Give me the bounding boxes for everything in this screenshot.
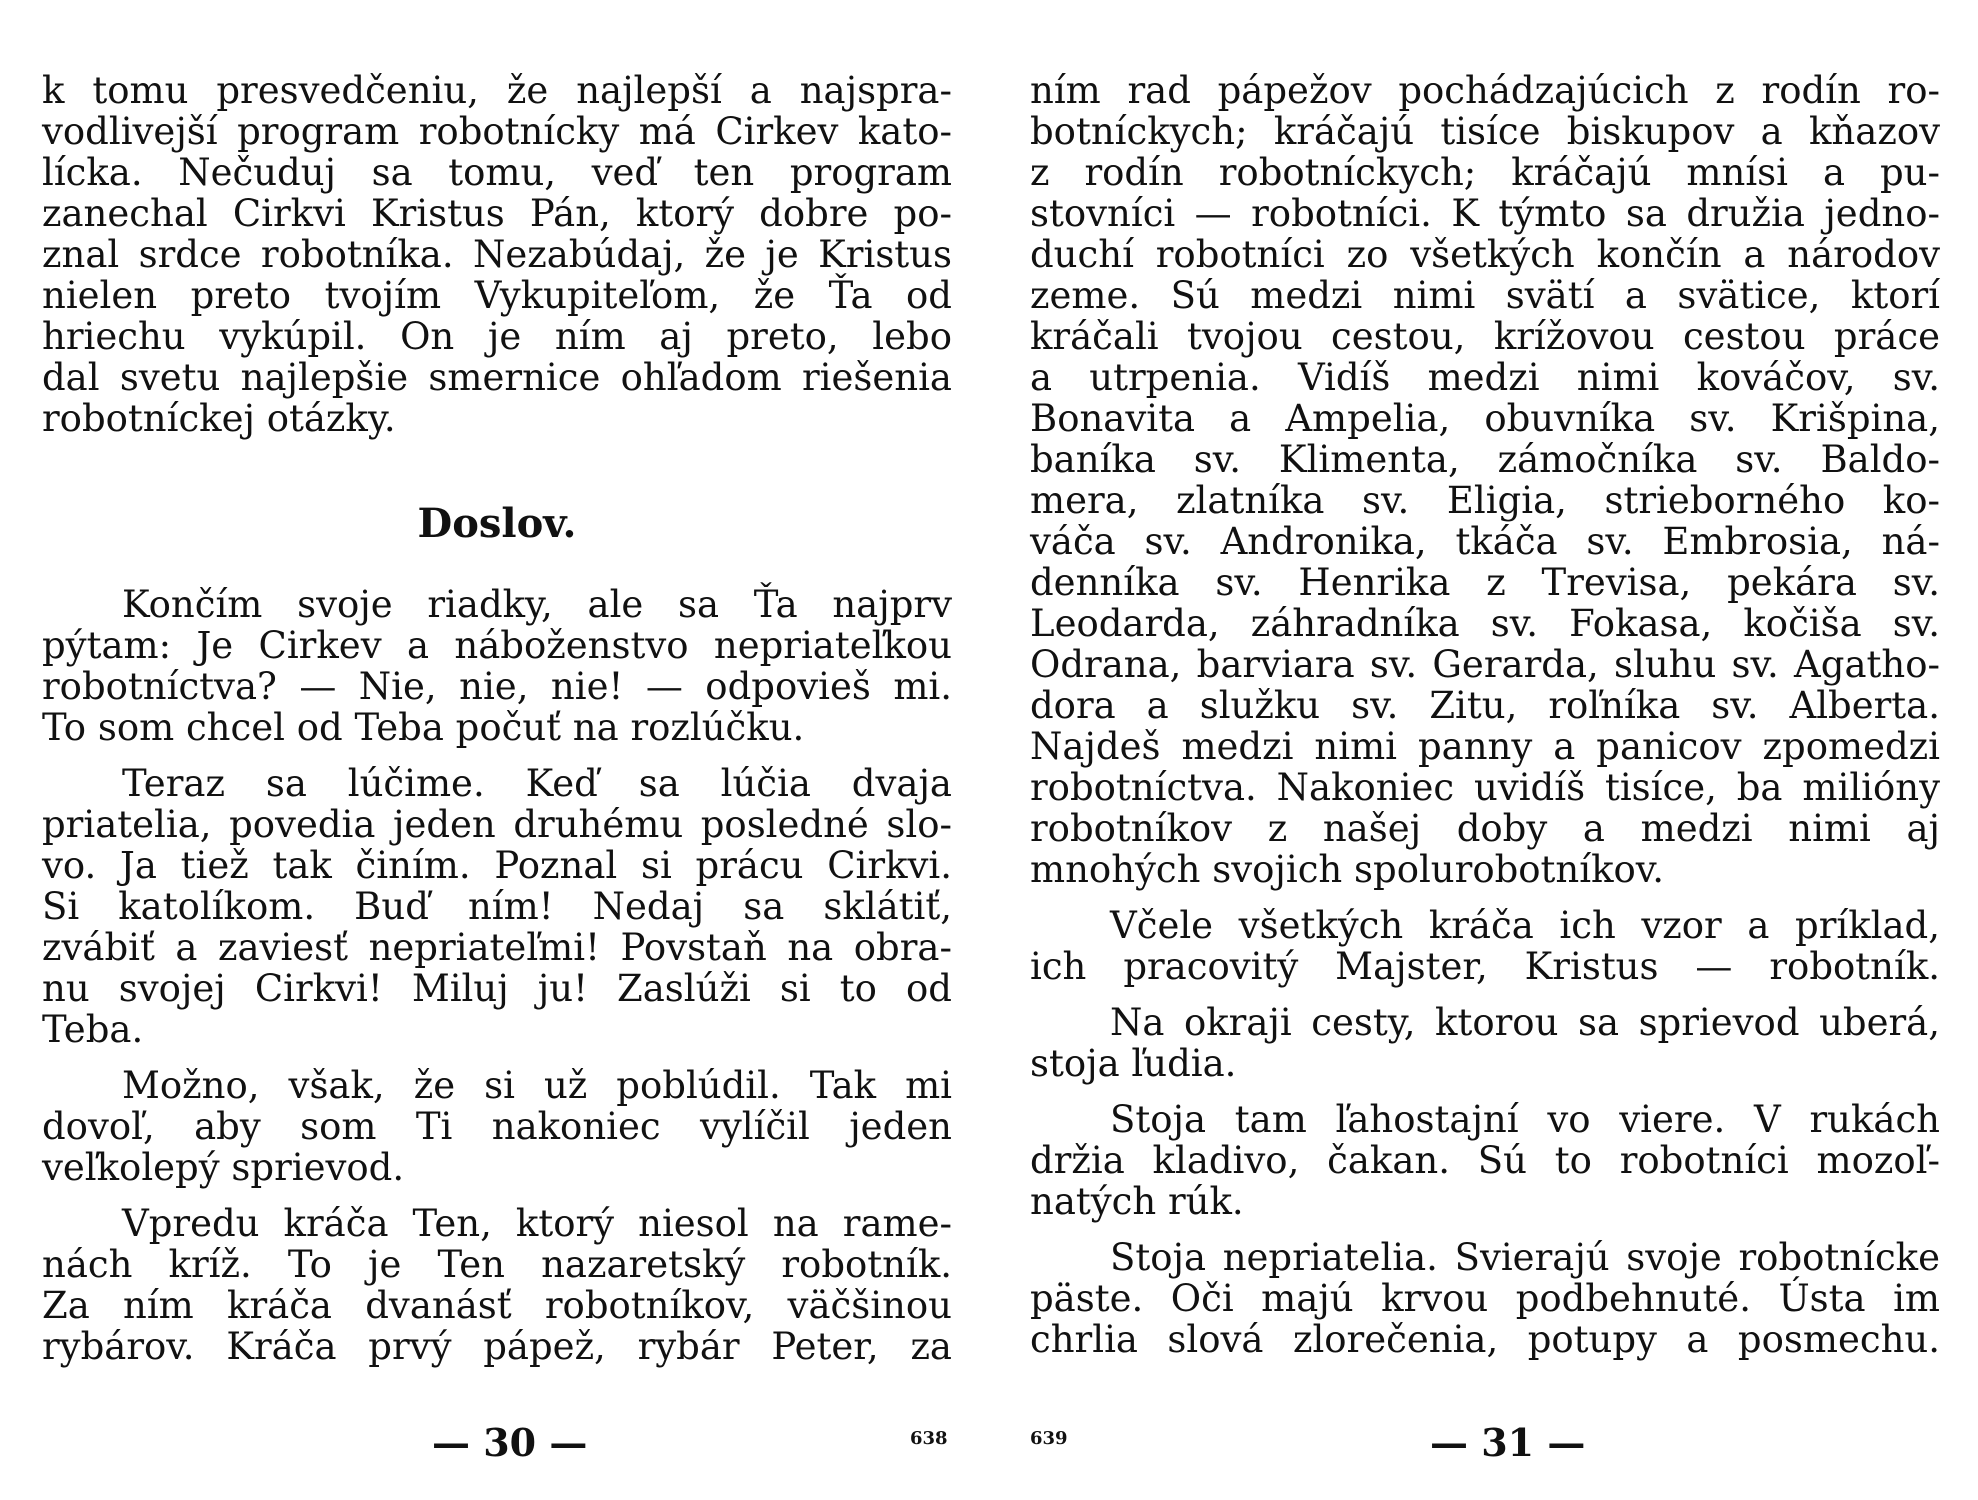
signature-mark: 639 [1030, 1428, 1068, 1449]
text-line: pýtam: Je Cirkev a náboženstvo nepriateľkou [42, 624, 952, 667]
right-paragraph-4 [1030, 1099, 1940, 1222]
right-paragraph-2 [1030, 905, 1940, 987]
text-line: vodlivejší program robotnícky má Cirkev kato- [42, 110, 952, 153]
text-line: držia kladivo, čakan. Sú to robotníci mozoľ- [1030, 1139, 1940, 1182]
page-number: — 31 — [1430, 1420, 1586, 1465]
text-line: botníckych; kráčajú tisíce biskupov a kňazov [1030, 110, 1940, 153]
right-page [1030, 70, 1940, 1490]
text-line: kráčali tvojou cestou, krížovou cestou práce [1030, 315, 1940, 358]
left-page [42, 70, 952, 1490]
text-line: baníka sv. Klimenta, zámočníka sv. Baldo- [1030, 438, 1940, 481]
text-line: Stoja tam ľahostajní vo viere. V rukách [1110, 1098, 1940, 1141]
text-line: lícka. Nečuduj sa tomu, veď ten program [42, 151, 952, 194]
text-line: zvábiť a zaviesť nepriateľmi! Povstaň na obra- [42, 926, 952, 969]
signature-mark: 638 [910, 1428, 948, 1449]
text-line: Stoja nepriatelia. Svierajú svoje robotnícke [1110, 1236, 1940, 1279]
left-paragraph-1 [42, 70, 952, 439]
text-line: Za ním kráča dvanásť robotníkov, väčšinou [42, 1284, 952, 1327]
text-line: z rodín robotníckych; kráčajú mnísi a pu- [1030, 151, 1940, 194]
text-line: ich pracovitý Majster, Kristus — robotník. [1030, 945, 1940, 988]
text-line: k tomu presvedčeniu, že najlepší a najspra- [42, 69, 952, 112]
left-paragraph-3 [42, 763, 952, 1050]
text-line: natých rúk. [1030, 1180, 1244, 1223]
text-line: duchí robotníci zo všetkých končín a národov [1030, 233, 1940, 276]
text-line: dovoľ, aby som Ti nakoniec vylíčil jeden [42, 1105, 952, 1148]
text-line: denníka sv. Henrika z Trevisa, pekára sv. [1030, 561, 1940, 604]
text-line: ním rad pápežov pochádzajúcich z rodín ro- [1030, 69, 1940, 112]
text-line: nu svojej Cirkvi! Miluj ju! Zaslúži si to od [42, 967, 952, 1010]
text-line: dal svetu najlepšie smernice ohľadom riešenia [42, 356, 952, 399]
text-line: Teraz sa lúčime. Keď sa lúčia dvaja [122, 762, 952, 805]
text-line: rybárov. Kráča prvý pápež, rybár Peter, za [42, 1325, 952, 1368]
text-line: Leodarda, záhradníka sv. Fokasa, kočiša sv. [1030, 602, 1940, 645]
text-line: nách kríž. To je Ten nazaretský robotník. [42, 1243, 952, 1286]
left-paragraph-4 [42, 1065, 952, 1188]
text-line: Si katolíkom. Buď ním! Nedaj sa sklátiť, [42, 885, 952, 928]
text-line: mera, zlatníka sv. Eligia, strieborného ko- [1030, 479, 1940, 522]
text-line: dora a služku sv. Zitu, roľníka sv. Alberta. [1030, 684, 1940, 727]
right-paragraph-1 [1030, 70, 1940, 890]
text-line: Na okraji cesty, ktorou sa sprievod uberá, [1110, 1001, 1940, 1044]
text-line: robotníckej otázky. [42, 397, 396, 440]
text-line: váča sv. Andronika, tkáča sv. Embrosia, ná- [1030, 520, 1940, 563]
text-line: stovníci — robotníci. K týmto sa družia jedno- [1030, 192, 1940, 235]
text-line: vo. Ja tiež tak činím. Poznal si prácu Cirkvi. [42, 844, 952, 887]
text-line: Možno, však, že si už poblúdil. Tak mi [122, 1064, 952, 1107]
left-paragraph-2 [42, 584, 952, 748]
text-line: Odrana, barviara sv. Gerarda, sluhu sv. Agatho- [1030, 643, 1940, 686]
text-line: a utrpenia. Vidíš medzi nimi kováčov, sv. [1030, 356, 1940, 399]
text-line: Bonavita a Ampelia, obuvníka sv. Krišpina, [1030, 397, 1940, 440]
text-line: zeme. Sú medzi nimi svätí a svätice, ktorí [1030, 274, 1940, 317]
text-line: zanechal Cirkvi Kristus Pán, ktorý dobre po- [42, 192, 952, 235]
text-line: robotníctva? — Nie, nie, nie! — odpovieš mi. [42, 665, 952, 708]
text-line: mnohých svojich spolurobotníkov. [1030, 848, 1665, 891]
text-line: Končím svoje riadky, ale sa Ťa najprv [122, 583, 952, 626]
page-number: — 30 — [432, 1420, 588, 1465]
text-line: päste. Oči majú krvou podbehnuté. Ústa im [1030, 1277, 1940, 1320]
text-line: Teba. [42, 1008, 144, 1051]
text-line: robotníctva. Nakoniec uvidíš tisíce, ba milióny [1030, 766, 1940, 809]
text-line: To som chcel od Teba počuť na rozlúčku. [42, 706, 805, 749]
text-line: znal srdce robotníka. Nezabúdaj, že je Kristus [42, 233, 952, 276]
text-line: nielen preto tvojím Vykupiteľom, že Ťa od [42, 274, 952, 317]
text-line: Najdeš medzi nimi panny a panicov zpomedzi [1030, 725, 1940, 768]
text-line: stoja ľudia. [1030, 1042, 1237, 1085]
text-line: veľkolepý sprievod. [42, 1146, 405, 1189]
text-line: Včele všetkých kráča ich vzor a príklad, [1110, 904, 1940, 947]
left-paragraph-5 [42, 1203, 952, 1367]
right-paragraph-3 [1030, 1002, 1940, 1084]
text-line: priatelia, povedia jeden druhému posledné slo- [42, 803, 952, 846]
section-heading: Doslov. [417, 500, 577, 547]
text-line: Vpredu kráča Ten, ktorý niesol na rame- [122, 1202, 952, 1245]
text-line: hriechu vykúpil. On je ním aj preto, lebo [42, 315, 952, 358]
right-paragraph-5 [1030, 1237, 1940, 1360]
text-line: robotníkov z našej doby a medzi nimi aj [1030, 807, 1940, 850]
text-line: chrlia slová zlorečenia, potupy a posmechu. [1030, 1318, 1940, 1361]
